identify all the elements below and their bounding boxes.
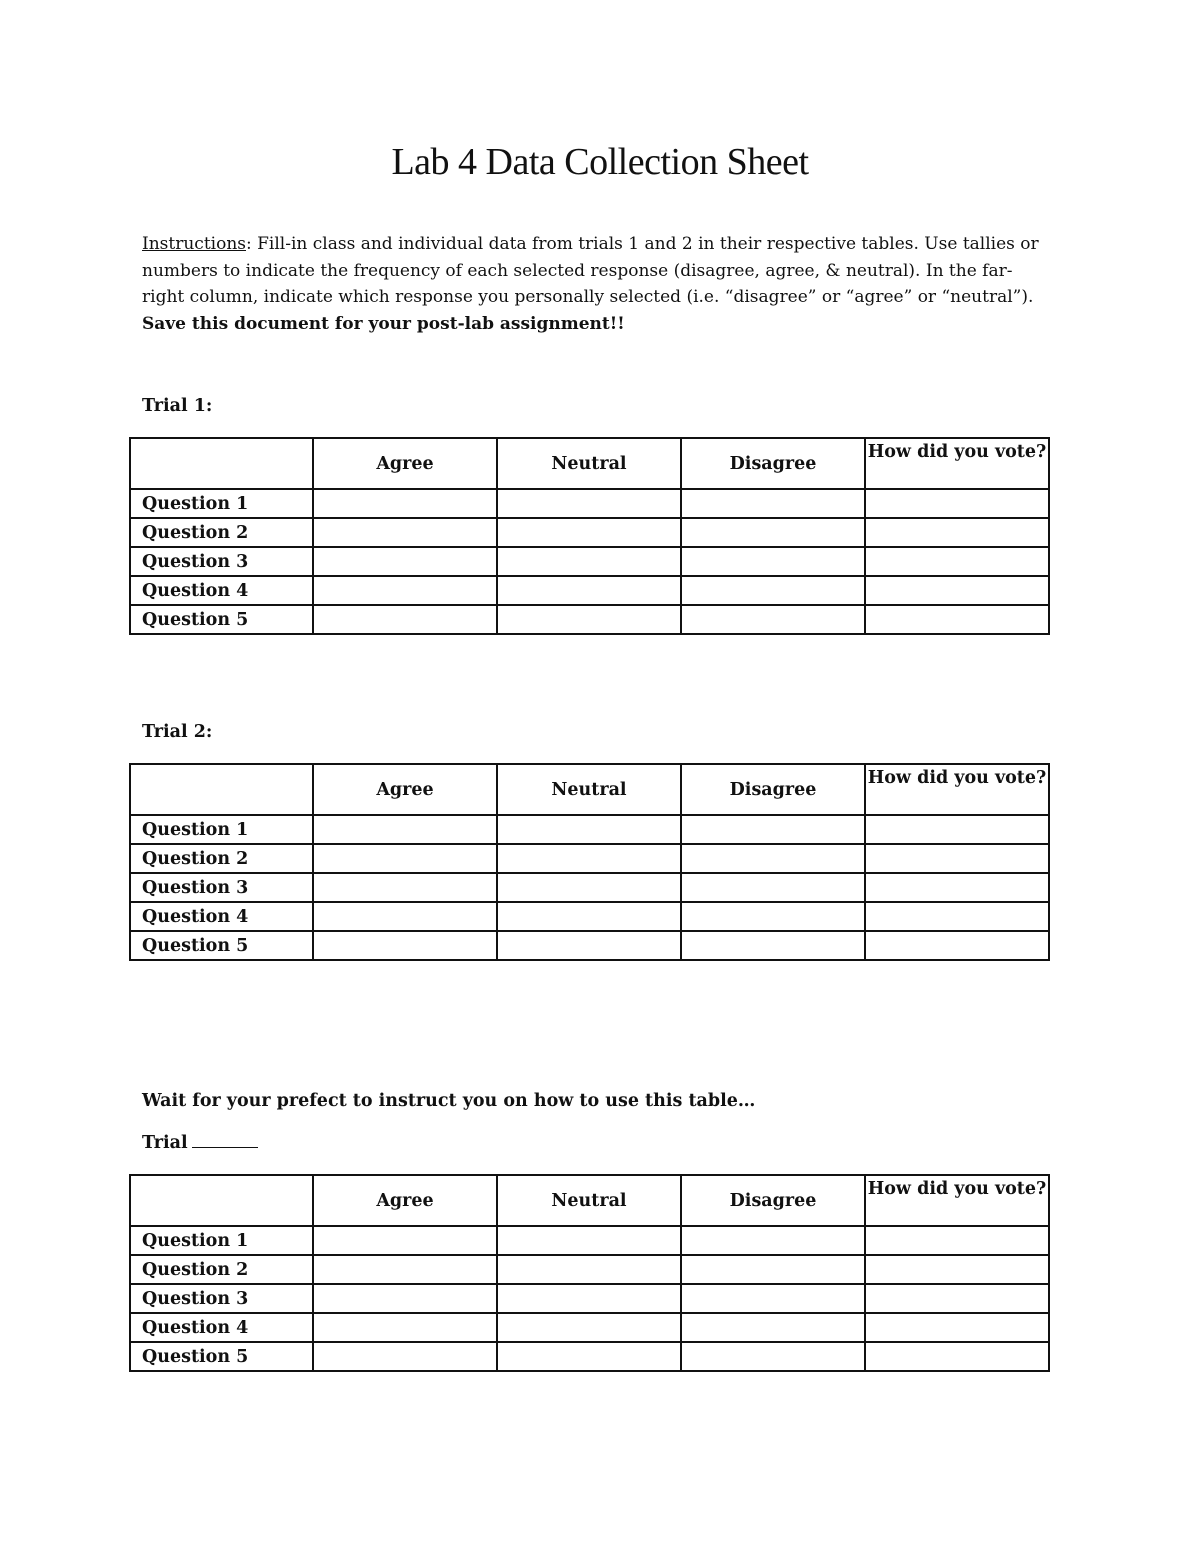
row-label: Question 4 [130, 1313, 313, 1342]
disagree-cell[interactable] [681, 518, 865, 547]
table-header-row [130, 1175, 1049, 1226]
vote-cell[interactable] [865, 902, 1049, 931]
table-row [130, 1342, 1049, 1371]
disagree-cell[interactable] [681, 576, 865, 605]
vote-cell[interactable] [865, 1226, 1049, 1255]
trial-blank-label [142, 1133, 258, 1153]
neutral-cell[interactable] [497, 1342, 681, 1371]
table-row [130, 873, 1049, 902]
table-row [130, 576, 1049, 605]
header-agree: Agree [313, 1175, 497, 1226]
neutral-cell[interactable] [497, 605, 681, 634]
header-neutral: Neutral [497, 438, 681, 489]
corner-cell [130, 764, 313, 815]
trial-1-table [129, 437, 1050, 635]
header-disagree: Disagree [681, 764, 865, 815]
disagree-cell[interactable] [681, 1313, 865, 1342]
neutral-cell[interactable] [497, 902, 681, 931]
neutral-cell[interactable] [497, 873, 681, 902]
instructions-lead: Instructions [142, 234, 246, 254]
vote-cell[interactable] [865, 489, 1049, 518]
trial-blank-table [129, 1174, 1050, 1372]
agree-cell[interactable] [313, 605, 497, 634]
vote-cell[interactable] [865, 1342, 1049, 1371]
disagree-cell[interactable] [681, 815, 865, 844]
header-agree: Agree [313, 764, 497, 815]
table-row [130, 815, 1049, 844]
vote-cell[interactable] [865, 1284, 1049, 1313]
neutral-cell[interactable] [497, 547, 681, 576]
row-label: Question 5 [130, 931, 313, 960]
agree-cell[interactable] [313, 547, 497, 576]
header-vote: How did you vote? [865, 1175, 1049, 1226]
vote-cell[interactable] [865, 1255, 1049, 1284]
neutral-cell[interactable] [497, 1226, 681, 1255]
row-label: Question 4 [130, 576, 313, 605]
table-header-row [130, 438, 1049, 489]
table-row [130, 931, 1049, 960]
row-label: Question 1 [130, 489, 313, 518]
vote-cell[interactable] [865, 605, 1049, 634]
trial-number-blank[interactable] [192, 1146, 258, 1148]
disagree-cell[interactable] [681, 873, 865, 902]
table-row [130, 844, 1049, 873]
vote-cell[interactable] [865, 576, 1049, 605]
disagree-cell[interactable] [681, 902, 865, 931]
corner-cell [130, 438, 313, 489]
agree-cell[interactable] [313, 815, 497, 844]
disagree-cell[interactable] [681, 1284, 865, 1313]
row-label: Question 4 [130, 902, 313, 931]
row-label: Question 3 [130, 1284, 313, 1313]
table-row [130, 1284, 1049, 1313]
table-row [130, 1313, 1049, 1342]
header-disagree: Disagree [681, 1175, 865, 1226]
wait-note: Wait for your prefect to instruct you on how to use this table… [142, 1091, 756, 1111]
instructions-colon: : [246, 234, 252, 254]
trial-2-table [129, 763, 1050, 961]
vote-cell[interactable] [865, 1313, 1049, 1342]
vote-cell[interactable] [865, 547, 1049, 576]
disagree-cell[interactable] [681, 547, 865, 576]
instructions-save-note: Save this document for your post-lab assignment!! [142, 313, 625, 334]
corner-cell [130, 1175, 313, 1226]
table-row [130, 1255, 1049, 1284]
header-vote: How did you vote? [865, 438, 1049, 489]
agree-cell[interactable] [313, 576, 497, 605]
neutral-cell[interactable] [497, 489, 681, 518]
agree-cell[interactable] [313, 844, 497, 873]
neutral-cell[interactable] [497, 576, 681, 605]
agree-cell[interactable] [313, 489, 497, 518]
row-label: Question 2 [130, 844, 313, 873]
agree-cell[interactable] [313, 873, 497, 902]
disagree-cell[interactable] [681, 1342, 865, 1371]
table-row [130, 489, 1049, 518]
agree-cell[interactable] [313, 931, 497, 960]
header-agree: Agree [313, 438, 497, 489]
vote-cell[interactable] [865, 815, 1049, 844]
trial-1-label: Trial 1: [142, 396, 213, 416]
instructions-body: Fill-in class and individual data from trials 1 and 2 in their respective tables. Use tallies or numbers to indicate the frequency of each selected response (disagree, agree, & neutral). In the far-right column, indicate which response you personally selected (i.e. “disagree” or “agree” or “neutral”). [142, 234, 1039, 307]
vote-cell[interactable] [865, 931, 1049, 960]
row-label: Question 1 [130, 1226, 313, 1255]
table-row [130, 518, 1049, 547]
table-row [130, 1226, 1049, 1255]
agree-cell[interactable] [313, 1255, 497, 1284]
disagree-cell[interactable] [681, 605, 865, 634]
agree-cell[interactable] [313, 902, 497, 931]
agree-cell[interactable] [313, 1226, 497, 1255]
page-title: Lab 4 Data Collection Sheet [391, 141, 809, 183]
neutral-cell[interactable] [497, 1313, 681, 1342]
disagree-cell[interactable] [681, 1255, 865, 1284]
header-neutral: Neutral [497, 1175, 681, 1226]
neutral-cell[interactable] [497, 815, 681, 844]
trial-2-label: Trial 2: [142, 722, 213, 742]
row-label: Question 2 [130, 518, 313, 547]
agree-cell[interactable] [313, 1284, 497, 1313]
header-vote: How did you vote? [865, 764, 1049, 815]
row-label: Question 5 [130, 1342, 313, 1371]
row-label: Question 1 [130, 815, 313, 844]
agree-cell[interactable] [313, 518, 497, 547]
row-label: Question 3 [130, 547, 313, 576]
row-label: Question 5 [130, 605, 313, 634]
neutral-cell[interactable] [497, 844, 681, 873]
agree-cell[interactable] [313, 1342, 497, 1371]
table-row [130, 605, 1049, 634]
table-row [130, 902, 1049, 931]
disagree-cell[interactable] [681, 489, 865, 518]
trial-blank-text: Trial [142, 1133, 188, 1153]
agree-cell[interactable] [313, 1313, 497, 1342]
neutral-cell[interactable] [497, 518, 681, 547]
row-label: Question 2 [130, 1255, 313, 1284]
row-label: Question 3 [130, 873, 313, 902]
header-neutral: Neutral [497, 764, 681, 815]
neutral-cell[interactable] [497, 1284, 681, 1313]
vote-cell[interactable] [865, 873, 1049, 902]
table-row [130, 547, 1049, 576]
disagree-cell[interactable] [681, 931, 865, 960]
vote-cell[interactable] [865, 518, 1049, 547]
vote-cell[interactable] [865, 844, 1049, 873]
disagree-cell[interactable] [681, 1226, 865, 1255]
neutral-cell[interactable] [497, 1255, 681, 1284]
header-disagree: Disagree [681, 438, 865, 489]
disagree-cell[interactable] [681, 844, 865, 873]
instructions-paragraph [142, 231, 1047, 337]
table-header-row [130, 764, 1049, 815]
neutral-cell[interactable] [497, 931, 681, 960]
